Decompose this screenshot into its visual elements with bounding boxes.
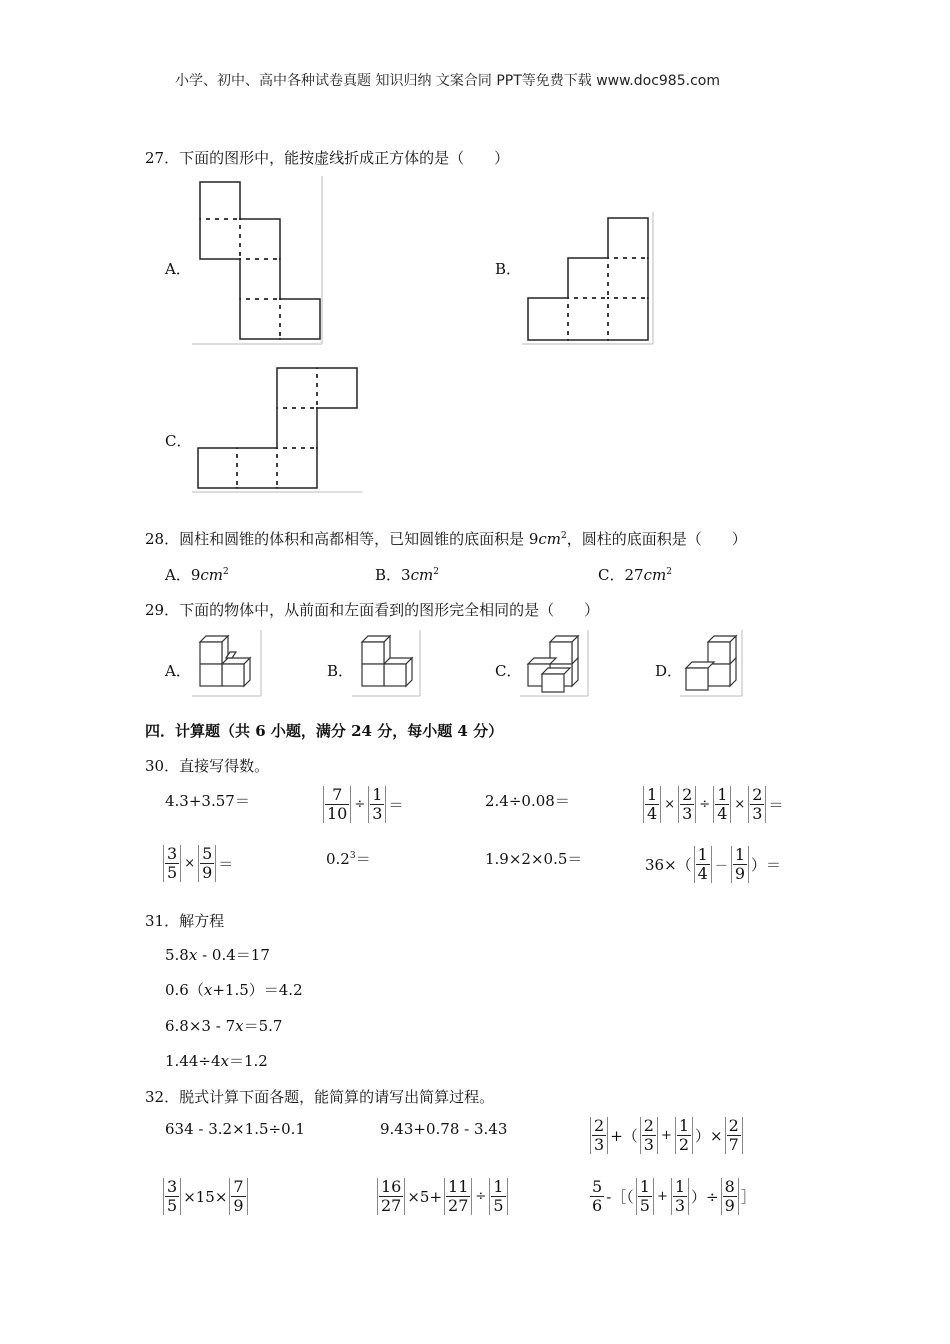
fraction: $\frac{1}{5}$ bbox=[489, 1178, 507, 1215]
q27-option-a: A． bbox=[165, 260, 191, 278]
fraction: $\frac{1}{5}$ bbox=[636, 1178, 654, 1215]
q31-equation-3: 6.8×3 ‐ 7x＝5.7 bbox=[165, 1017, 283, 1035]
fraction: $\frac{2}{3}$ bbox=[640, 1117, 658, 1154]
q30-expr-6: $0.2^3=$ bbox=[326, 850, 371, 868]
q30-expr-4: $\frac{1}{4}$ × $\frac{2}{3}$ ÷ $\frac{1}{4}$ × $\frac{2}{3}$ ＝ bbox=[643, 786, 783, 823]
q32-expr-2: 9.43+0.78 ‐ 3.43 bbox=[380, 1120, 508, 1138]
q29-cubes-b bbox=[352, 630, 424, 698]
q30-expr-5: $\frac{3}{5}$ × $\frac{5}{9}$ ＝ bbox=[163, 845, 233, 882]
fraction: $\frac{3}{5}$ bbox=[163, 1178, 181, 1215]
fraction: $\frac{5}{9}$ bbox=[198, 845, 216, 882]
q28-option-c: C．$27cm^2$ bbox=[598, 566, 672, 584]
fraction: $\frac{5}{6}$ bbox=[592, 1177, 603, 1215]
q32-expr-5: $\frac{16}{27}$ ×5+ $\frac{11}{27}$ ÷ $\frac{1}{5}$ bbox=[377, 1178, 508, 1215]
fraction: $\frac{1}{4}$ bbox=[643, 786, 661, 823]
q29-cubes-c bbox=[520, 630, 592, 698]
q32-stem: 32．脱式计算下面各题，能简算的请写出简算过程。 bbox=[145, 1088, 495, 1106]
q29-cubes-d bbox=[680, 630, 752, 698]
q27-figure-c bbox=[192, 360, 364, 495]
q27-option-b: B． bbox=[495, 260, 522, 278]
fraction: $\frac{3}{5}$ bbox=[163, 845, 181, 882]
fraction: $\frac{2}{3}$ bbox=[678, 786, 696, 823]
q30-expr-2: $\frac{7}{10}$ ÷ $\frac{1}{3}$ ＝ bbox=[323, 786, 403, 823]
q29-stem: 29．下面的物体中，从前面和左面看到的图形完全相同的是（ ） bbox=[145, 601, 600, 619]
fraction: $\frac{1}{4}$ bbox=[694, 846, 712, 883]
q27-stem: 27．下面的图形中，能按虚线折成正方体的是（ ） bbox=[145, 149, 510, 167]
q30-expr-1: 4.3+3.57＝ bbox=[165, 792, 250, 810]
fraction: $\frac{1}{3}$ bbox=[368, 786, 386, 823]
q32-expr-3: $\frac{2}{3}$ +（ $\frac{2}{3}$ + $\frac{1}{2}$ ）× $\frac{2}{7}$ bbox=[590, 1117, 743, 1154]
q29-option-c: C． bbox=[495, 662, 522, 680]
q29-option-b: B． bbox=[327, 662, 354, 680]
q31-equation-1: 5.8x ‐ 0.4＝17 bbox=[165, 946, 270, 964]
q27-figure-a bbox=[192, 176, 327, 346]
fraction: $\frac{7}{10}$ bbox=[323, 786, 351, 823]
q31-equation-2: 0.6（x+1.5）＝4.2 bbox=[165, 981, 303, 999]
q29-cubes-a bbox=[192, 630, 264, 698]
fraction: $\frac{11}{27}$ bbox=[444, 1178, 472, 1215]
q32-expr-4: $\frac{3}{5}$ ×15× $\frac{7}{9}$ bbox=[163, 1178, 248, 1215]
q28-option-a: A．$9cm^2$ bbox=[165, 566, 229, 584]
q29-option-d: D． bbox=[655, 662, 683, 680]
fraction: $\frac{2}{3}$ bbox=[590, 1117, 608, 1154]
q32-expr-1: 634 ‐ 3.2×1.5÷0.1 bbox=[165, 1120, 305, 1138]
fraction: $\frac{1}{9}$ bbox=[731, 846, 749, 883]
q28-stem: 28．圆柱和圆锥的体积和高都相等，已知圆锥的底面积是 $9cm^2$，圆柱的底面积是（ ） bbox=[145, 530, 747, 548]
q30-expr-8: 36×（ $\frac{1}{4}$ － $\frac{1}{9}$ ）＝ bbox=[645, 845, 782, 883]
q30-expr-7: 1.9×2×0.5＝ bbox=[485, 850, 583, 868]
page-header: 小学、初中、高中各种试卷真题 知识归纳 文案合同 PPT等免费下载 www.doc985.com bbox=[175, 73, 720, 89]
q32-expr-6: $\frac{5}{6}$ ‐［（ $\frac{1}{5}$ + $\frac{1}{3}$ ）÷ $\frac{8}{9}$ ］ bbox=[592, 1177, 756, 1215]
fraction: $\frac{8}{9}$ bbox=[721, 1178, 739, 1215]
q27-figure-b bbox=[522, 212, 657, 347]
q31-equation-4: 1.44÷4x＝1.2 bbox=[165, 1052, 268, 1070]
fraction: $\frac{16}{27}$ bbox=[377, 1178, 405, 1215]
q27-option-c: C． bbox=[165, 432, 192, 450]
fraction: $\frac{2}{3}$ bbox=[748, 786, 766, 823]
fraction: $\frac{1}{4}$ bbox=[713, 786, 731, 823]
q28-option-b: B．$3cm^2$ bbox=[375, 566, 439, 584]
q31-stem: 31．解方程 bbox=[145, 912, 225, 930]
fraction: $\frac{1}{3}$ bbox=[671, 1178, 689, 1215]
q30-stem: 30．直接写得数。 bbox=[145, 757, 270, 775]
fraction: $\frac{7}{9}$ bbox=[229, 1178, 247, 1215]
section-heading: 四．计算题（共 6 小题，满分 24 分，每小题 4 分） bbox=[145, 722, 504, 740]
fraction: $\frac{1}{2}$ bbox=[675, 1117, 693, 1154]
fraction: $\frac{2}{7}$ bbox=[725, 1117, 743, 1154]
q29-option-a: A． bbox=[165, 662, 191, 680]
q30-expr-3: 2.4÷0.08＝ bbox=[485, 792, 570, 810]
